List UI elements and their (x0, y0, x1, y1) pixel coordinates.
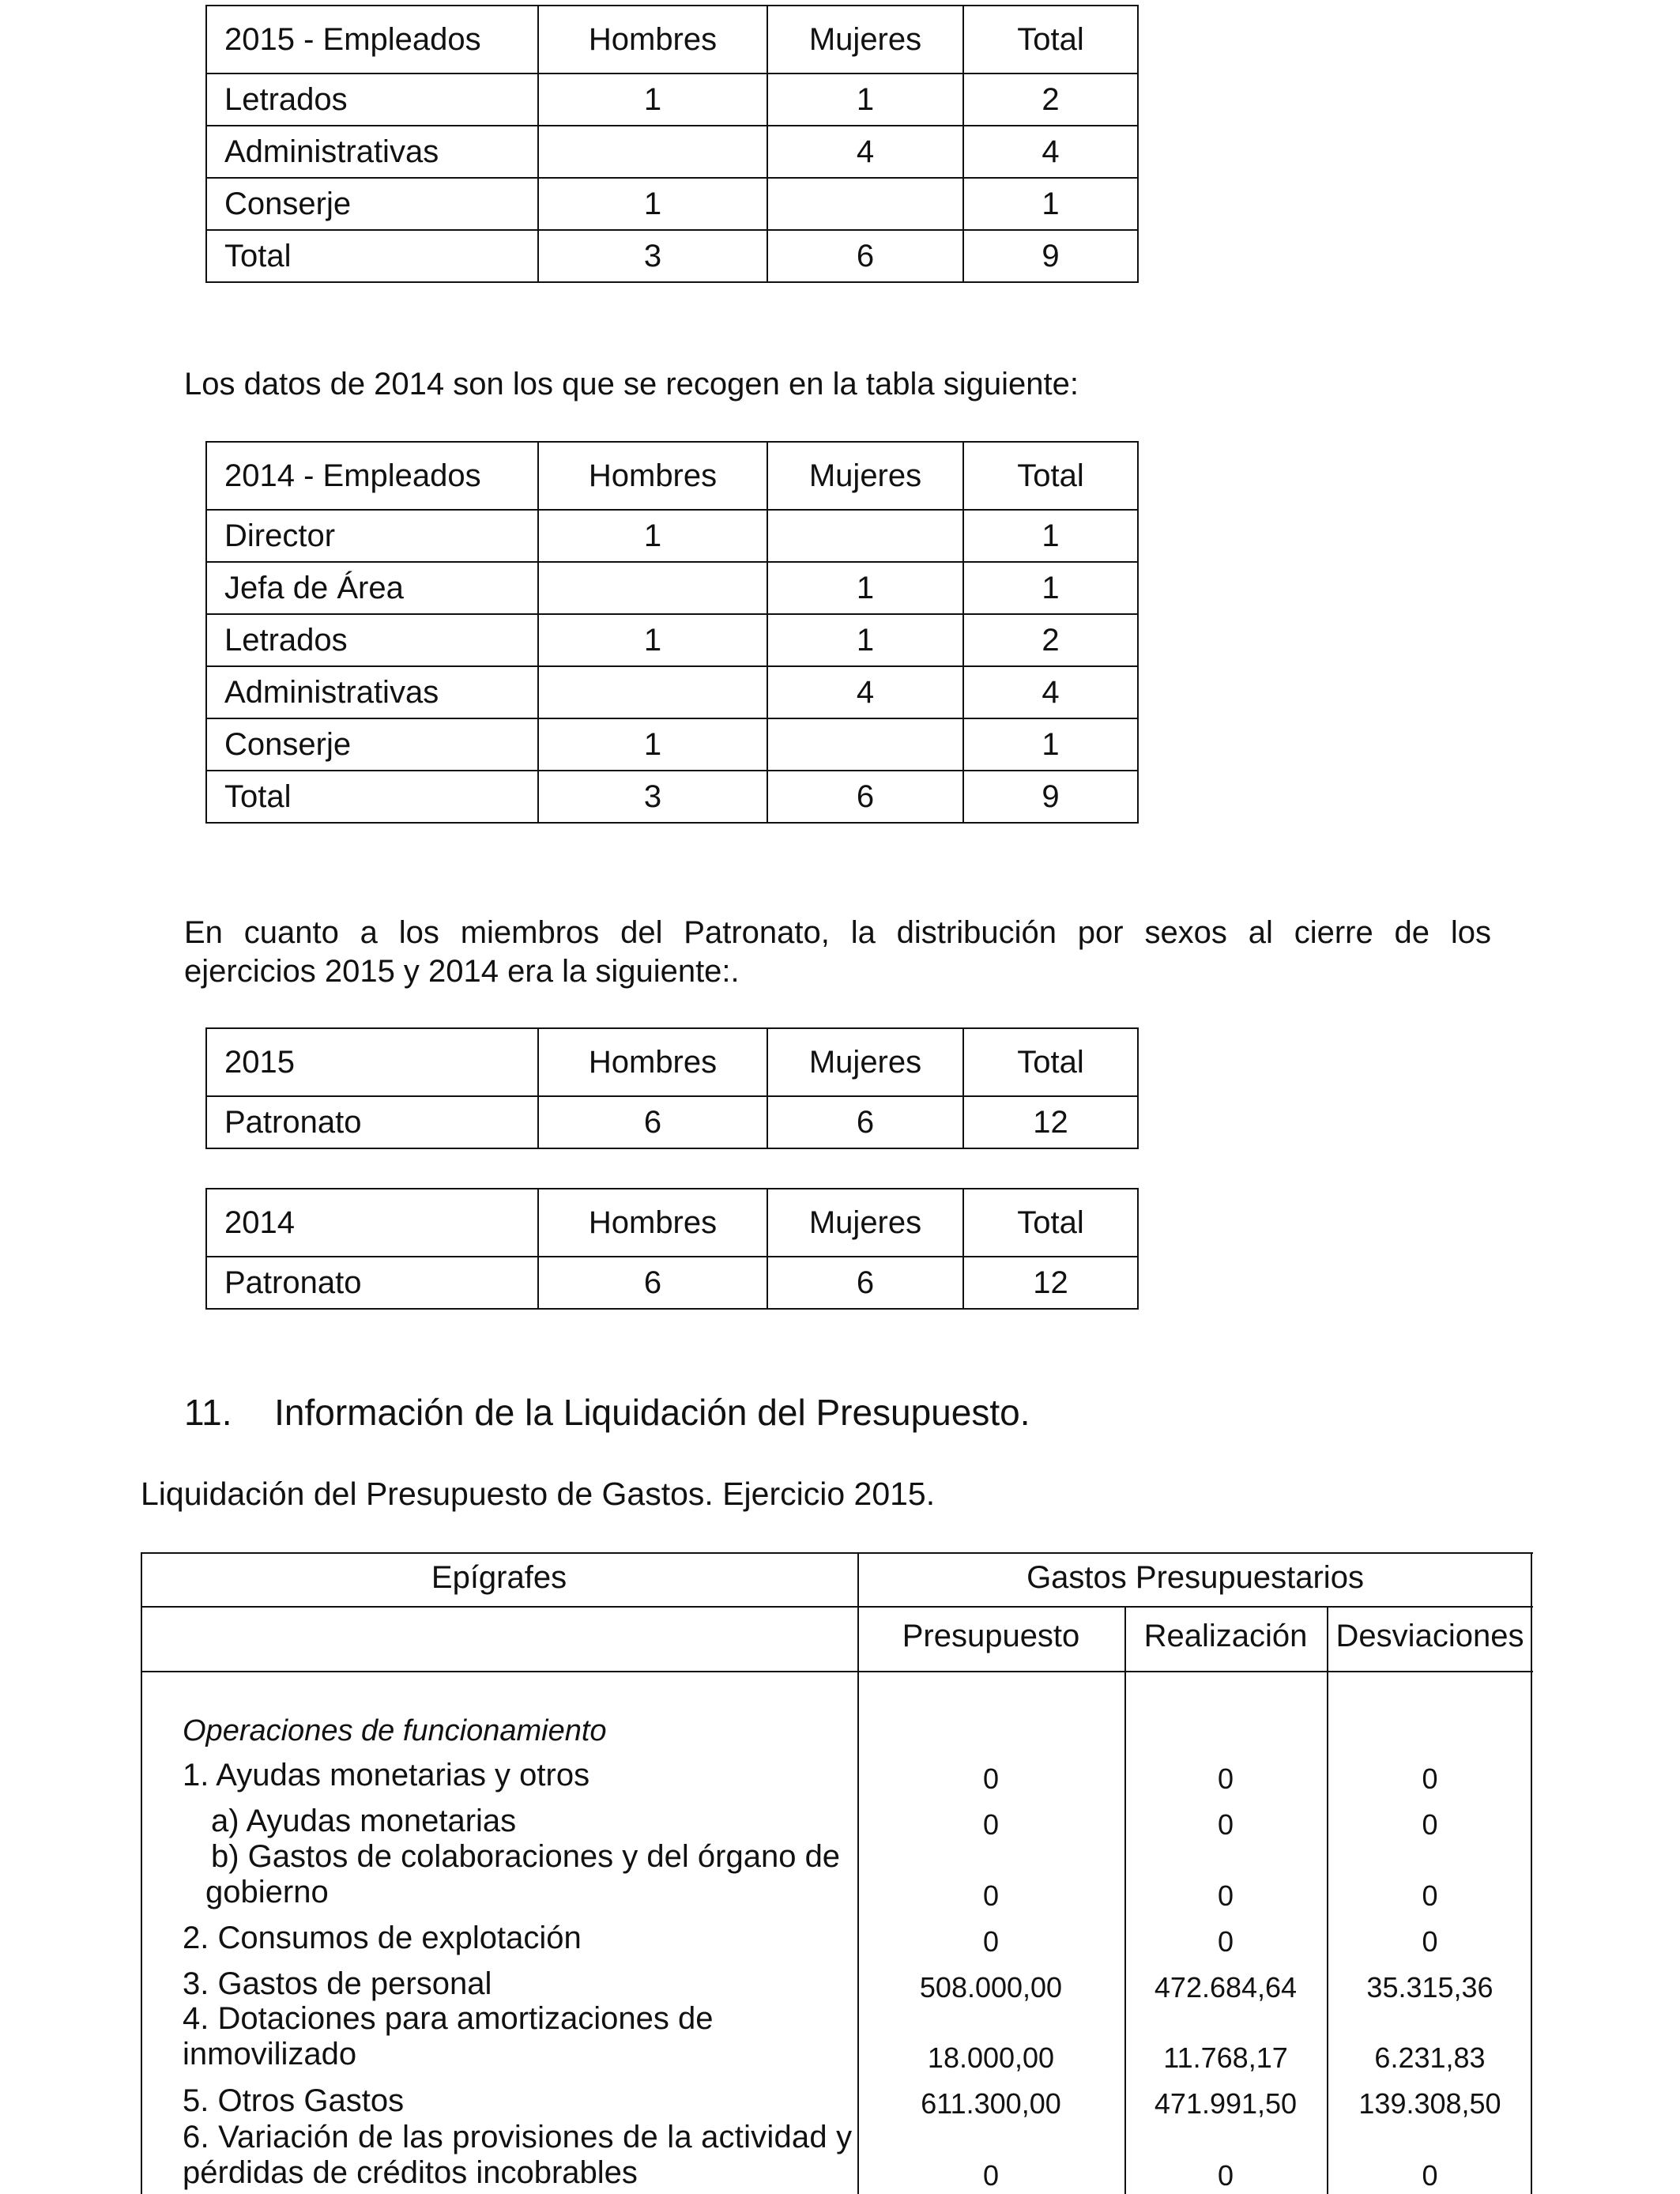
table-row (206, 74, 1138, 126)
cell (538, 562, 767, 614)
realizacion-value: 471.991,50 (1154, 2087, 1298, 2120)
cell: 1 (963, 178, 1138, 230)
cell: Total (206, 771, 538, 823)
cell: 1 (538, 718, 767, 771)
cell: 3 (538, 771, 767, 823)
cell: 6 (538, 1096, 767, 1148)
budget-title: Liquidación del Presupuesto de Gastos. Ejercicio 2015. (141, 1476, 936, 1512)
realizacion-value: 472.684,64 (1154, 1971, 1298, 2004)
table-border (141, 1671, 1533, 1672)
section-title: Información de la Liquidación del Presupuesto. (274, 1392, 1030, 1433)
row-label: b) Gastos de colaboraciones y del órgano de (211, 1839, 841, 1874)
desviaciones-value: 6.231,83 (1374, 2041, 1486, 2074)
cell: 1 (963, 510, 1138, 562)
cell: Letrados (206, 74, 538, 126)
row-label-continued: inmovilizado (183, 2037, 357, 2071)
cell: 4 (767, 666, 963, 718)
table-row (206, 126, 1138, 178)
presupuesto-value: 611.300,00 (921, 2087, 1061, 2120)
header-cell: 2014 (206, 1189, 538, 1257)
realizacion-value: 0 (1217, 1808, 1234, 1841)
realizacion-value: 0 (1217, 1762, 1234, 1795)
header-cell: Mujeres (767, 1189, 963, 1257)
table-header-row (206, 6, 1138, 74)
cell: Jefa de Área (206, 562, 538, 614)
header-cell: Total (963, 6, 1138, 74)
cell: 3 (538, 230, 767, 282)
cell: 1 (963, 718, 1138, 771)
realizacion-value: 0 (1217, 1879, 1234, 1912)
cell: 1 (538, 74, 767, 126)
cell: Conserje (206, 718, 538, 771)
employees-2015-table (205, 5, 1139, 283)
cell: 1 (538, 510, 767, 562)
header-cell: Total (963, 1028, 1138, 1096)
desviaciones-value: 0 (1422, 1879, 1438, 1912)
row-label: 3. Gastos de personal (183, 1966, 492, 2001)
cell: 6 (767, 1096, 963, 1148)
cell: 4 (767, 126, 963, 178)
patronato-2015-table (205, 1027, 1139, 1149)
row-label: 1. Ayudas monetarias y otros (183, 1758, 590, 1793)
table-row (206, 178, 1138, 230)
section-number: 11. (184, 1392, 232, 1433)
realizacion-value: 11.768,17 (1163, 2041, 1288, 2074)
table-row (206, 230, 1138, 282)
header-realizacion: Realización (1143, 1619, 1308, 1653)
cell: Patronato (206, 1096, 538, 1148)
header-cell: Hombres (538, 1189, 767, 1257)
table-row (206, 562, 1138, 614)
section-heading (184, 1391, 1030, 1434)
header-cell: Total (963, 1189, 1138, 1257)
desviaciones-value: 0 (1422, 1808, 1438, 1841)
cell: 1 (538, 178, 767, 230)
section-label: Operaciones de funcionamiento (183, 1714, 607, 1747)
cell (767, 510, 963, 562)
cell (767, 718, 963, 771)
table-row (206, 510, 1138, 562)
header-cell: 2015 - Empleados (206, 6, 538, 74)
table-border (141, 1606, 1533, 1608)
employees-2014-table (205, 441, 1139, 824)
row-label: 6. Variación de las provisiones de la actividad y (183, 2120, 853, 2154)
cell: 6 (538, 1257, 767, 1309)
row-label: 5. Otros Gastos (183, 2083, 405, 2118)
cell: 6 (767, 771, 963, 823)
row-label: 2. Consumos de explotación (183, 1921, 582, 1955)
table-row (206, 1096, 1138, 1148)
presupuesto-value: 0 (982, 1879, 1000, 1912)
header-cell: Mujeres (767, 442, 963, 510)
row-label-continued: pérdidas de créditos incobrables (183, 2155, 638, 2190)
row-label: a) Ayudas monetarias (211, 1804, 517, 1838)
header-desviaciones: Desviaciones (1335, 1619, 1524, 1653)
cell: Total (206, 230, 538, 282)
cell: 1 (538, 614, 767, 666)
presupuesto-value: 508.000,00 (919, 1971, 1063, 2004)
presupuesto-value: 0 (982, 1762, 1000, 1795)
header-cell: Total (963, 442, 1138, 510)
row-label: 4. Dotaciones para amortizaciones de (183, 2001, 714, 2036)
cell: Administrativas (206, 126, 538, 178)
patronato-2014-table (205, 1188, 1139, 1310)
desviaciones-value: 139.308,50 (1358, 2087, 1501, 2120)
patronato-paragraph-line-2: ejercicios 2015 y 2014 era la siguiente:. (184, 954, 740, 989)
table-row (206, 614, 1138, 666)
realizacion-value: 0 (1217, 2159, 1234, 2192)
table-header-row (206, 442, 1138, 510)
cell: 6 (767, 1257, 963, 1309)
header-gastos-presupuestarios: Gastos Presupuestarios (1026, 1560, 1364, 1595)
cell: 2 (963, 614, 1138, 666)
cell: 1 (963, 562, 1138, 614)
header-cell: 2014 - Empleados (206, 442, 538, 510)
table-row (206, 771, 1138, 823)
table-row (206, 1257, 1138, 1309)
cell: Letrados (206, 614, 538, 666)
cell: 1 (767, 614, 963, 666)
row-label-continued: gobierno (205, 1875, 329, 1909)
cell: 9 (963, 230, 1138, 282)
cell: 4 (963, 126, 1138, 178)
header-epigrafes: Epígrafes (431, 1560, 567, 1595)
cell: 12 (963, 1257, 1138, 1309)
cell: 2 (963, 74, 1138, 126)
header-presupuesto: Presupuesto (902, 1619, 1080, 1653)
realizacion-value: 0 (1217, 1925, 1234, 1958)
cell (767, 178, 963, 230)
desviaciones-value: 0 (1422, 1925, 1438, 1958)
desviaciones-value: 0 (1422, 2159, 1438, 2192)
cell (538, 666, 767, 718)
table-row (206, 718, 1138, 771)
presupuesto-value: 0 (982, 2159, 1000, 2192)
cell: Patronato (206, 1257, 538, 1309)
cell (538, 126, 767, 178)
presupuesto-value: 0 (982, 1808, 1000, 1841)
intro-2014-text: Los datos de 2014 son los que se recogen en la tabla siguiente: (184, 367, 1079, 401)
header-cell: Mujeres (767, 6, 963, 74)
cell: Director (206, 510, 538, 562)
presupuesto-value: 0 (982, 1925, 1000, 1958)
header-cell: Hombres (538, 442, 767, 510)
table-border (141, 1552, 1533, 1554)
table-row (206, 666, 1138, 718)
cell: Administrativas (206, 666, 538, 718)
header-cell: 2015 (206, 1028, 538, 1096)
cell: 1 (767, 74, 963, 126)
cell: 9 (963, 771, 1138, 823)
desviaciones-value: 35.315,36 (1366, 1971, 1494, 2004)
presupuesto-value: 18.000,00 (927, 2041, 1055, 2074)
cell: Conserje (206, 178, 538, 230)
patronato-paragraph-line-1: En cuanto a los miembros del Patronato, la distribución por sexos al cierre de los (184, 915, 1491, 950)
desviaciones-value: 0 (1422, 1762, 1438, 1795)
cell: 4 (963, 666, 1138, 718)
cell: 1 (767, 562, 963, 614)
header-cell: Mujeres (767, 1028, 963, 1096)
header-cell: Hombres (538, 1028, 767, 1096)
budget-table (141, 1552, 1533, 2194)
table-border (141, 1552, 142, 2194)
cell: 12 (963, 1096, 1138, 1148)
header-cell: Hombres (538, 6, 767, 74)
table-header-row (206, 1028, 1138, 1096)
cell: 6 (767, 230, 963, 282)
table-header-row (206, 1189, 1138, 1257)
